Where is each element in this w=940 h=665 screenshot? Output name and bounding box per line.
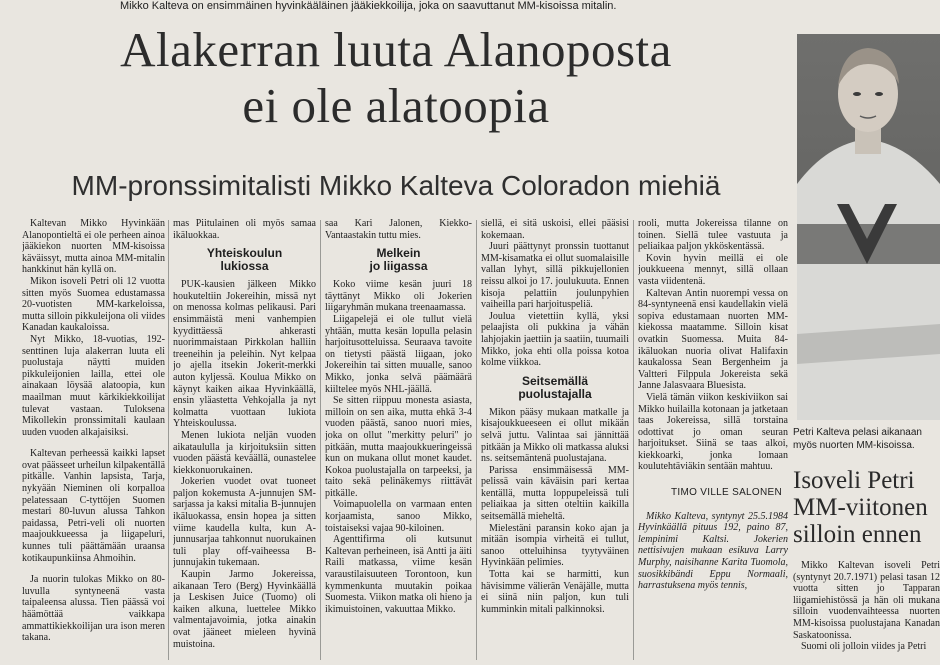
paragraph: Nyt Mikko, 18-vuotias, 192-senttinen luja alakerran luuta eli puolustaja näytti muiden pikkuleijonien lailla, ettei ole ainakaan löysää alatoopia, kun maailman muut kärkikiekkoilijat tulevat vastaan. Tuloksena Mikollekin pronssimitali kaulaan uuden vuoden alkajaisiksi. bbox=[22, 333, 165, 438]
column-divider bbox=[476, 220, 477, 660]
section-subhead bbox=[325, 247, 472, 273]
paragraph: Vielä tämän viikon keskiviikon sai Mikko huilailla kotonaan ja jatketaan taas Jokereissa, sillä torstaina odottivat jo oman seuran harjoitukset. Siinä se taas alkoi, kiekkoarki, jonka lomaan koulutehtäviäkin sentään mahtuu. bbox=[638, 391, 788, 473]
column-divider bbox=[168, 220, 169, 660]
paragraph: Jokerien vuodet ovat tuoneet paljon kokemusta A-junnujen SM-sarjassa ja kaksi mitalia B-junnujen ikäluokassa, ensin hopea ja sitten viime kaudella kulta, kun A-junnusarjaa tahkonnut nuorukainen tuli play off-vaiheessa B-junnujakin tukemaan. bbox=[173, 476, 316, 569]
article-column-1 bbox=[22, 218, 165, 665]
article-column-5 bbox=[638, 218, 788, 665]
paragraph: PUK-kausien jälkeen Mikko houkuteltiin Jokereihin, missä nyt on menossa kolmas pelikausi. Pari ensimmäistä meni vanhempien kyydittäessä ahkerasti nuorimmaistaan Pirkkolan halliin treeneihin ja peleihin. Nyt kelpaa jo ajella itsekin Jokerit-merkki auton kyljessä. Koulua Mikko on käynyt kaiken aikaa Hyvinkäällä, ensin yläastetta Vehkojalla ja nyt kolmatta vuottaan lukiota Yhteiskoulussa. bbox=[173, 279, 316, 430]
paragraph: Kovin hyvin meillä ei ole joukkueena mennyt, sillä ollaan vasta viidentenä. bbox=[638, 252, 788, 287]
paragraph: Kaltevan Mikko Hyvinkään Alanopontieltä ei ole perheen ainoa jääkiekon nuorten MM-kisoissa käväissyt, mutta ainoa MM-mitalin hankkinut hän kyllä on. bbox=[22, 218, 165, 276]
player-photo bbox=[797, 34, 940, 420]
fact-box: Mikko Kalteva, syntynyt 25.5.1984 Hyvinkäällä pituus 192, paino 87, lempinimi Kaltsi. Jokerien nettisivujen mukaan esikuva Larry Murphy, naisihanne Karita Tuomola, suosikkibändi Eppu Normaali, harrastuksena myös tennis, bbox=[638, 510, 788, 592]
paragraph: rooli, mutta Jokereissa tilanne on toinen. Siellä tulee vastuuta ja peliaikaa paljon ykköskentässä. bbox=[638, 218, 788, 253]
byline: TIMO VILLE SALONEN bbox=[671, 487, 782, 499]
sidebar-headline: Isoveli Petri MM-viitonen silloin ennen bbox=[793, 467, 928, 548]
paragraph: mas Piitulainen oli myös samaa ikäluokkaa. bbox=[173, 218, 316, 241]
paragraph: Mikon isoveli Petri oli 12 vuotta sitten myös Suomea edustamassa 20-vuotisten MM-karkeloissa, mutta silloin pikkuleijona oli viides Kanadan kaukaloissa. bbox=[22, 275, 165, 334]
paragraph: Kaltevan perheessä kaikki lapset ovat päässeet urheilun kilpakentällä pitkälle. Vanhin lapsista, Tarja, nykyään Nieminen oli korpalloa pelatessaan C-tyttöjen Suomen mestari 80-luvun alussa Tahkon paidassa, Petri-veli oli nuorten maajoukkueessa ja liigapeluri, kunnes tuli päättämään uraansa kotikaupunkiinsa Ahmoihin. bbox=[22, 448, 165, 564]
paragraph: Voimapuolella on varmaan enten korjaamista, sanoo Mikko, toistaiseksi vajaa 90-kiloinen. bbox=[325, 499, 472, 534]
paragraph: Agenttifirma oli kutsunut Kaltevan perheineen, isä Antti ja äiti Raili matkassa, viime kesän varaustilaisuuteen Torontoon, kun kymmenkunta muutakin poikaa Suomesta. Viikon matka oli hieno ja ikimuistoinen, vakuuttaa Mikko. bbox=[325, 534, 472, 615]
subhead-line: lukiossa bbox=[220, 259, 269, 274]
player-portrait-image bbox=[797, 34, 940, 420]
paragraph: Suomi oli jolloin viides ja Petri bbox=[801, 641, 927, 653]
headline bbox=[24, 22, 768, 134]
paragraph: Se sitten riippuu monesta asiasta, milloin on sen aika, mutta ehkä 3-4 vuoden päästä, sanoo nuori mies, joka on ollut "merkitty peluri" jo pitkään, mutta maajoukkueringeissä kun on mukana ollut monet kaudet. Kokoa puolustajalla on tarpeeksi, ja taito sekä pelinäkemys riittävät pitkälle. bbox=[325, 395, 472, 499]
article-column-3 bbox=[325, 218, 472, 665]
paragraph: Mikon pääsy mukaan matkalle ja kisajoukkueeseen ei ollut mikään selvä juttu. Valintaa sai jännittää pitkään ja Mikko oli matkassa aluksi ns. seitsemäntenä puolustajana. bbox=[481, 406, 629, 465]
headline-line-2: ei ole alatoopia bbox=[242, 78, 550, 133]
article-column-2 bbox=[173, 218, 316, 665]
section-subhead bbox=[173, 247, 316, 273]
subhead-line: Yhteiskoulun bbox=[206, 246, 283, 261]
article-column-4 bbox=[481, 218, 629, 665]
paragraph: Ja nuorin tulokas Mikko on 80-luvulla syntyneenä vasta taipaleensa alussa. Tien päässä voi häämöttää vaikkapa ammattikiekkoilijan ura ison meren takana. bbox=[22, 574, 165, 644]
paragraph: Menen lukiota neljän vuoden aikataululla ja kirjoituksiin sitten vuoden päästä keväällä, ounastelee kiekkonuorukainen. bbox=[173, 429, 316, 476]
top-photo-caption: Mikko Kalteva on ensimmäinen hyvinkääläinen jääkiekkoilija, joka on saavuttanut MM-kisoissa mitalin. bbox=[120, 0, 617, 12]
section-subhead bbox=[481, 375, 629, 401]
column-divider bbox=[320, 220, 321, 660]
column-divider bbox=[633, 220, 634, 660]
subhead-line: jo liigassa bbox=[369, 259, 428, 274]
subhead-line: puolustajalla bbox=[518, 386, 592, 401]
paragraph: Parissa ensimmäisessä MM-pelissä vain käväisin pari kertaa kentällä, mutta loppupeleissä tuli peliaikaa ja sitten oteltiin kaikilla seitsemällä mieheltä. bbox=[481, 464, 629, 523]
paragraph: Totta kai se harmitti, kun hävisimme välierän Venäjälle, mutta ei siinä niin paljon, kun tuli kumminkin mitali palkinnoksi. bbox=[481, 569, 629, 615]
paragraph: saa Kari Jalonen, Kiekko-Vantaastakin tuttu mies. bbox=[325, 218, 472, 241]
paragraph: Mikko Kaltevan isoveli Petri (syntynyt 20.7.1971) pelasi tasan 12 vuotta sitten jo Tapparan liigamiehistössä ja hän oli mukana silloin vuodenvaihteessa nuorten MM-kisoissa puolustajana Kanadan Saskatoonissa. bbox=[793, 560, 940, 641]
paragraph: Joulua vietettiin kyllä, yksi pelaajista oli pukkina ja vähän lahjojakin jaettiin ja saatiin, tuumaili Mikko, joka ehti olla poissa kotoa kolme viikkoa. bbox=[481, 310, 629, 369]
subhead-line: Melkein bbox=[376, 246, 421, 261]
subheadline: MM-pronssimitalisti Mikko Kalteva Coloradon miehiä bbox=[71, 170, 721, 201]
headline-line-1: Alakerran luuta Alanoposta bbox=[120, 22, 672, 77]
paragraph: Koko viime kesän juuri 18 täyttänyt Mikko oli Jokerien liigaryhmän mukana treenaamassa. bbox=[325, 279, 472, 314]
photo-caption: Petri Kalteva pelasi aikanaan myös nuorten MM-kisoissa. bbox=[793, 427, 922, 451]
subhead-line: Seitsemällä bbox=[521, 373, 589, 388]
paragraph: Juuri päättynyt pronssin tuottanut MM-kisamatka ei ollut suomalaisille vallan lyhyt, sillä pikkujellonien reissu alkoi jo 17. joulukuuta. Ennen kisoja pelattiin joulunpyhien vaiheilla pari harjoituspeliä. bbox=[481, 241, 629, 311]
paragraph: siellä, ei sitä uskoisi, ellei pääsisi kokemaan. bbox=[481, 218, 629, 241]
paragraph: Mielestäni paransin koko ajan ja mitään isompia virheitä ei tullut, sanoo otteluihinsa tyytyväinen Hyvinkään pelimies. bbox=[481, 522, 629, 569]
sidebar-article bbox=[793, 560, 940, 665]
paragraph: Kaltevan Antin nuorempi vessa on 84-syntyneenä ensi kaudellakin vielä sopiva edustamaan nuorten MM-kiekossa maatamme. Silloin kisat ovatkin Suomessa. Muita 84-ikäluokan nuoria olivat Halifaxin kaukalossa Sean Bergenheim ja Valtteri Filppula Jokereista sekä Janne Jalasvaara Bluesista. bbox=[638, 287, 788, 392]
paragraph: Kaupin Jarmo Jokereissa, aikanaan Tero (Berg) Hyvinkäällä ja Leskisen Juice (Tuomo) oli kaiken alkuna, luettelee Mikko valmentajavoimia, jotka ainakin ovat jääneet mieleen hyvinä muistoina. bbox=[173, 569, 316, 650]
paragraph: Liigapelejä ei ole tullut vielä yhtään, mutta kesän lopulla pelasin harjoitusotteluissa. Seuraava tavoite on tietysti päästä liigaan, joko Jokereihin tai sitten muualle, sanoo Mikko, jonka selvä päämäärä kiiltelee myös NHL-jäällä. bbox=[325, 313, 472, 395]
